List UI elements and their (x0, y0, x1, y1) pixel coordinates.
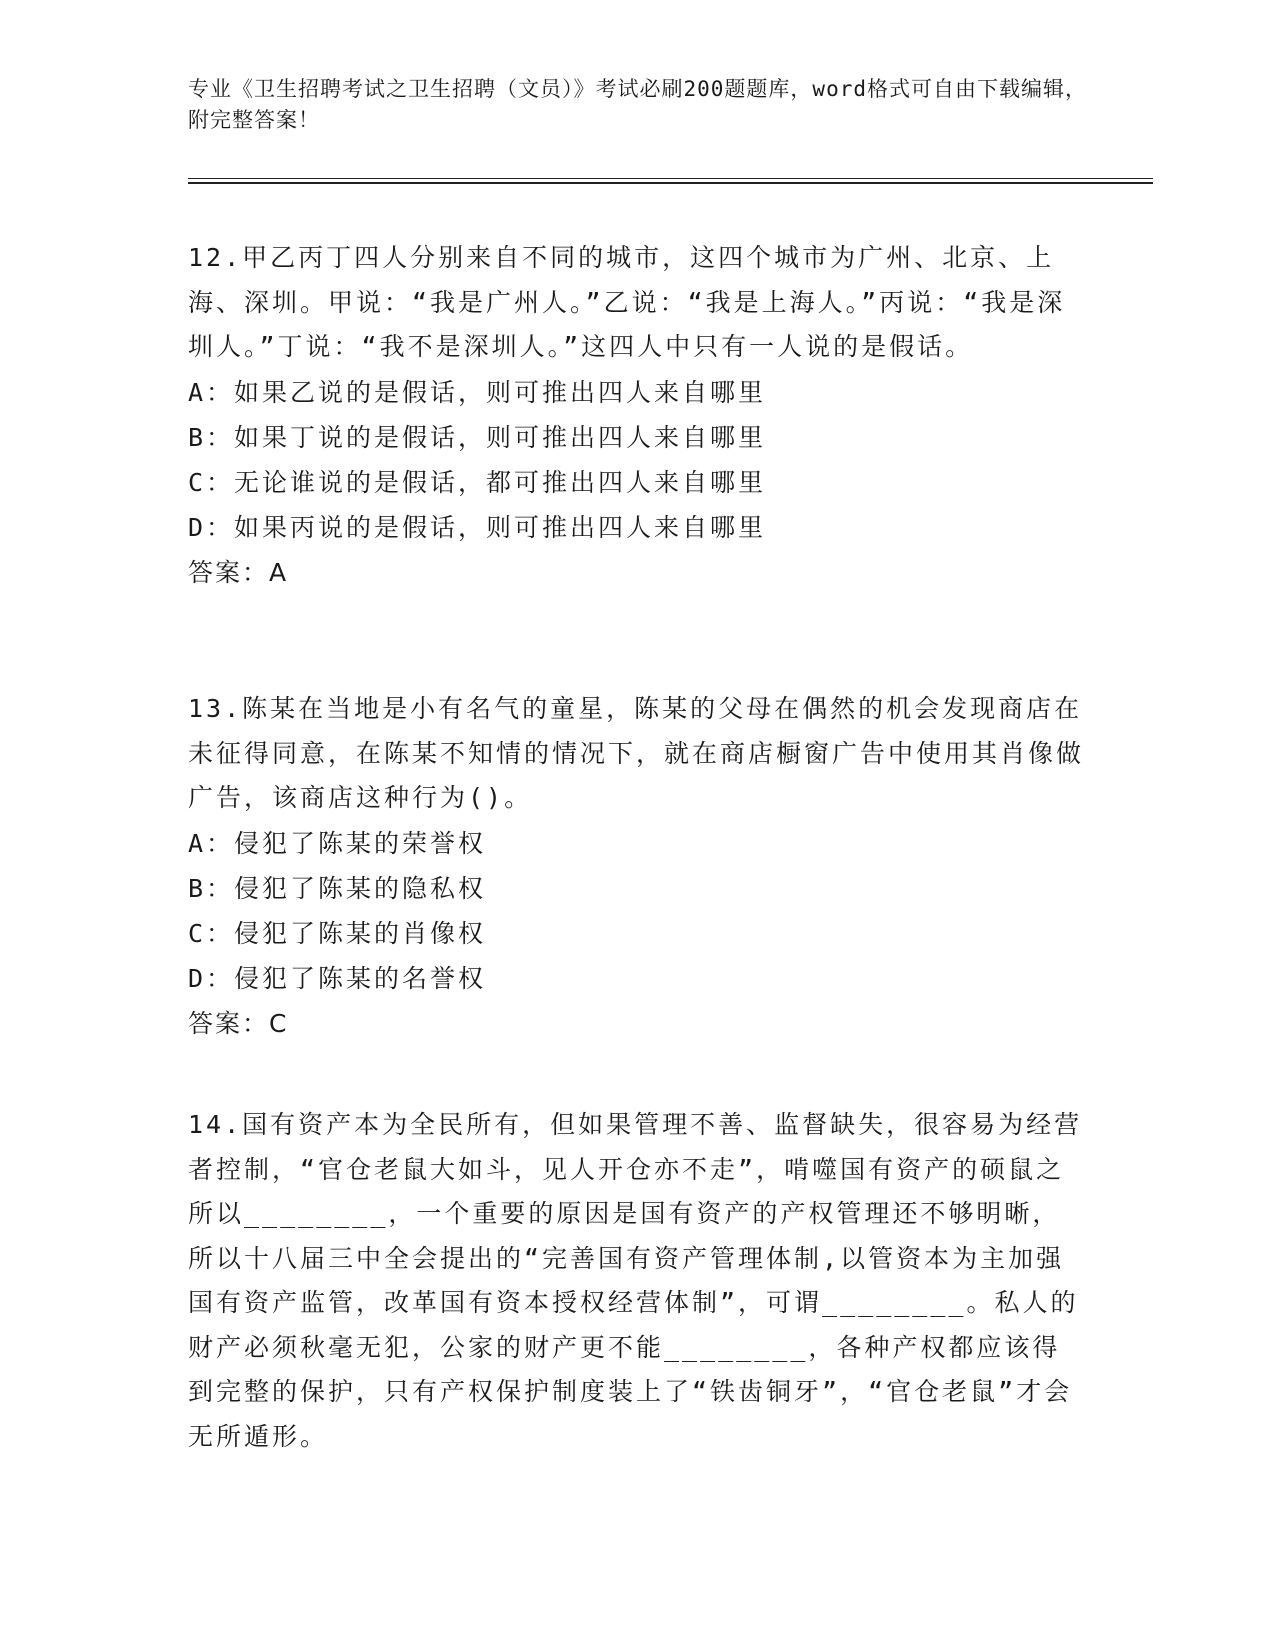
header-divider-thick (188, 182, 1153, 184)
question-stem: 13.陈某在当地是小有名气的童星，陈某的父母在偶然的机会发现商店在未征得同意，在陈某不知情的情况下，就在商店橱窗广告中使用其肖像做广告，该商店这种行为()。 (188, 694, 1085, 812)
option-c: C：侵犯了陈某的肖像权 (188, 918, 487, 948)
option-d: D：侵犯了陈某的名誉权 (188, 963, 487, 993)
header-intro-text: 专业《卫生招聘考试之卫生招聘（文员）》考试必刷200题题库，word格式可自由下载编辑，附完整答案！ (188, 77, 1087, 132)
option-c: C：无论谁说的是假话，都可推出四人来自哪里 (188, 467, 767, 497)
option-a: A：侵犯了陈某的荣誉权 (188, 828, 487, 858)
question-stem: 12.甲乙丙丁四人分别来自不同的城市，这四个城市为广州、北京、上海、深圳。甲说：“我是广州人。”乙说：“我是上海人。”丙说：“我是深圳人。”丁说：“我不是深圳人。”这四人中只有一人说的是假话。 (188, 243, 1066, 361)
answer-line: 答案：C (188, 1008, 289, 1038)
option-b: B：侵犯了陈某的隐私权 (188, 873, 487, 903)
option-d: D：如果丙说的是假话，则可推出四人来自哪里 (188, 512, 767, 542)
question-13 (188, 687, 1088, 1047)
question-12 (188, 236, 1088, 596)
question-stem: 14.国有资产本为全民所有，但如果管理不善、监督缺失，很容易为经营者控制，“官仓老鼠大如斗，见人开仓亦不走”，啃噬国有资产的硕鼠之所以________，一个重要的原因是国有资产的产权管理还不够明晰，所以十八届三中全会提出的“完善国有资产管理体制,以管资本为主加强国有资产监管，改革国有资本授权经营体制”，可谓________。私人的财产必须秋毫无犯，公家的财产更不能________，各种产权都应该得到完整的保护，只有产权保护制度装上了“铁齿铜牙”，“官仓老鼠”才会无所遁形。 (188, 1110, 1083, 1451)
option-a: A：如果乙说的是假话，则可推出四人来自哪里 (188, 377, 767, 407)
document-header (188, 74, 1088, 136)
answer-line: 答案：A (188, 557, 289, 587)
header-divider-thin (188, 178, 1153, 179)
question-14 (188, 1103, 1088, 1459)
option-b: B：如果丁说的是假话，则可推出四人来自哪里 (188, 422, 767, 452)
